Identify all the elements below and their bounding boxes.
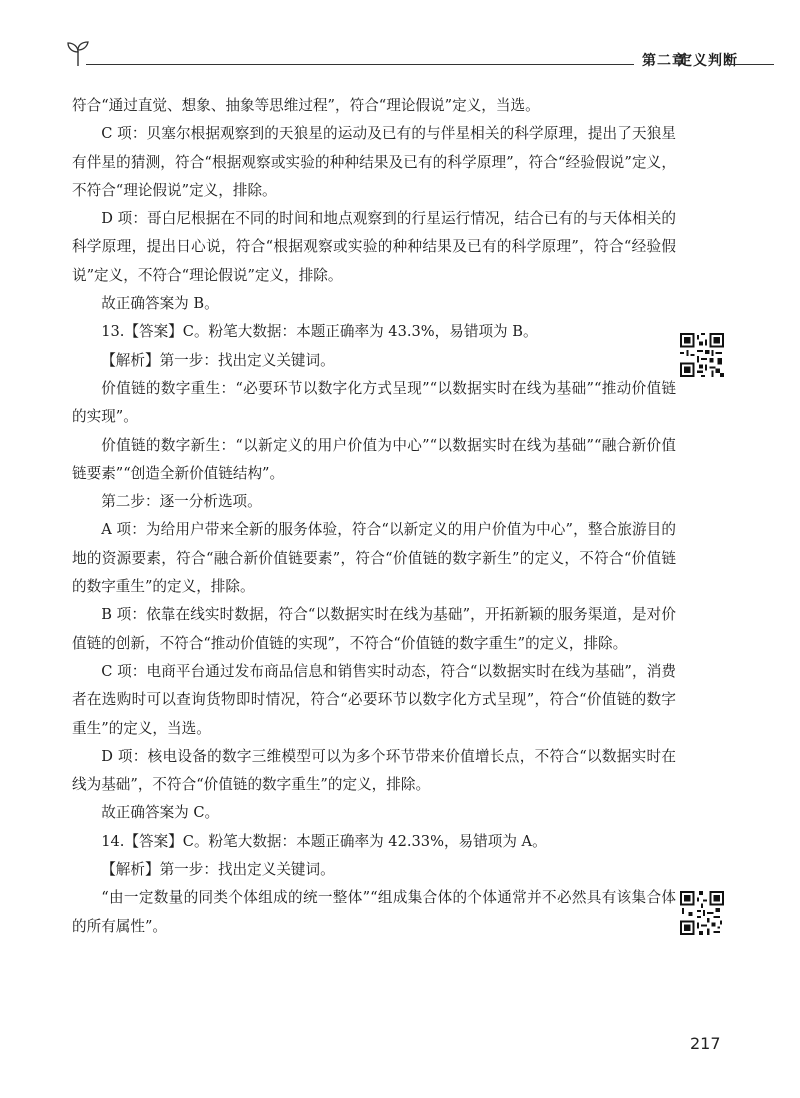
body-text (72, 92, 676, 941)
header-title: 定义判断 (678, 53, 738, 69)
paragraph: 符合“通过直觉、想象、抽象等思维过程”，符合“理论假说”定义，当选。 (72, 97, 540, 114)
header-rule-right (730, 64, 774, 65)
paragraph: 【解析】第一步：找出定义关键词。 (101, 861, 335, 879)
paragraph: B 项：依靠在线实时数据，符合“以数据实时在线为基础”，开拓新颖的服务渠道，是对价值链的创新，不符合“推动价值链的实现”，不符合“价值链的数字重生”的定义，排除。 (72, 606, 676, 652)
paragraph: 第二步：逐一分析选项。 (101, 493, 262, 511)
paragraph: 价值链的数字重生：“必要环节以数字化方式呈现”“以数据实时在线为基础”“推动价值链的实现”。 (72, 379, 676, 426)
paragraph: C 项：贝塞尔根据观察到的天狼星的运动及已有的与伴星相关的科学原理，提出了天狼星有伴星的猜测，符合“根据观察或实验的种种结果及已有的科学原理”，符合“经验假说”定义，不符合“理论假说”定义，排除。 (72, 125, 676, 199)
page-number: 217 (690, 1034, 721, 1053)
paragraph: D 项：核电设备的数字三维模型可以为多个环节带来价值增长点，不符合“以数据实时在线为基础”，不符合“价值链的数字重生”的定义，排除。 (72, 747, 676, 794)
header-rule (86, 64, 634, 65)
header-chapter: 第二章 (642, 53, 687, 69)
paragraph: 14.【答案】C。粉笔大数据：本题正确率为 42.33%，易错项为 A。 (101, 832, 547, 850)
paragraph: 13.【答案】C。粉笔大数据：本题正确率为 43.3%，易错项为 B。 (101, 323, 538, 341)
paragraph: 【解析】第一步：找出定义关键词。 (101, 351, 335, 369)
paragraph: C 项：电商平台通过发布商品信息和销售实时动态，符合“以数据实时在线为基础”，消费者在选购时可以查询货物即时情况，符合“必要环节以数字化方式呈现”，符合“价值链的数字重生”的定义，当选。 (72, 662, 676, 737)
paragraph: “由一定数量的同类个体组成的统一整体”“组成集合体的个体通常并不必然具有该集合体的所有属性”。 (72, 889, 676, 935)
paragraph: 故正确答案为 B。 (101, 295, 219, 313)
qr-code-icon[interactable] (680, 891, 724, 935)
qr-code-icon[interactable] (680, 333, 724, 377)
paragraph: 故正确答案为 C。 (101, 804, 220, 822)
running-header (64, 38, 774, 72)
paragraph: 价值链的数字新生：“以新定义的用户价值为中心”“以数据实时在线为基础”“融合新价值链要素”“创造全新价值链结构”。 (72, 436, 676, 482)
paragraph: A 项：为给用户带来全新的服务体验，符合“以新定义的用户价值为中心”，整合旅游目的地的资源要素，符合“融合新价值链要素”，符合“价值链的数字新生”的定义，不符合“价值链的数字重生”的定义，排除。 (72, 521, 676, 596)
paragraph: D 项：哥白尼根据在不同的时间和地点观察到的行星运行情况，结合已有的与天体相关的科学原理，提出日心说，符合“根据观察或实验的种种结果及已有的科学原理”，符合“经验假说”定义，不符合“理论假说”定义，排除。 (72, 210, 676, 284)
